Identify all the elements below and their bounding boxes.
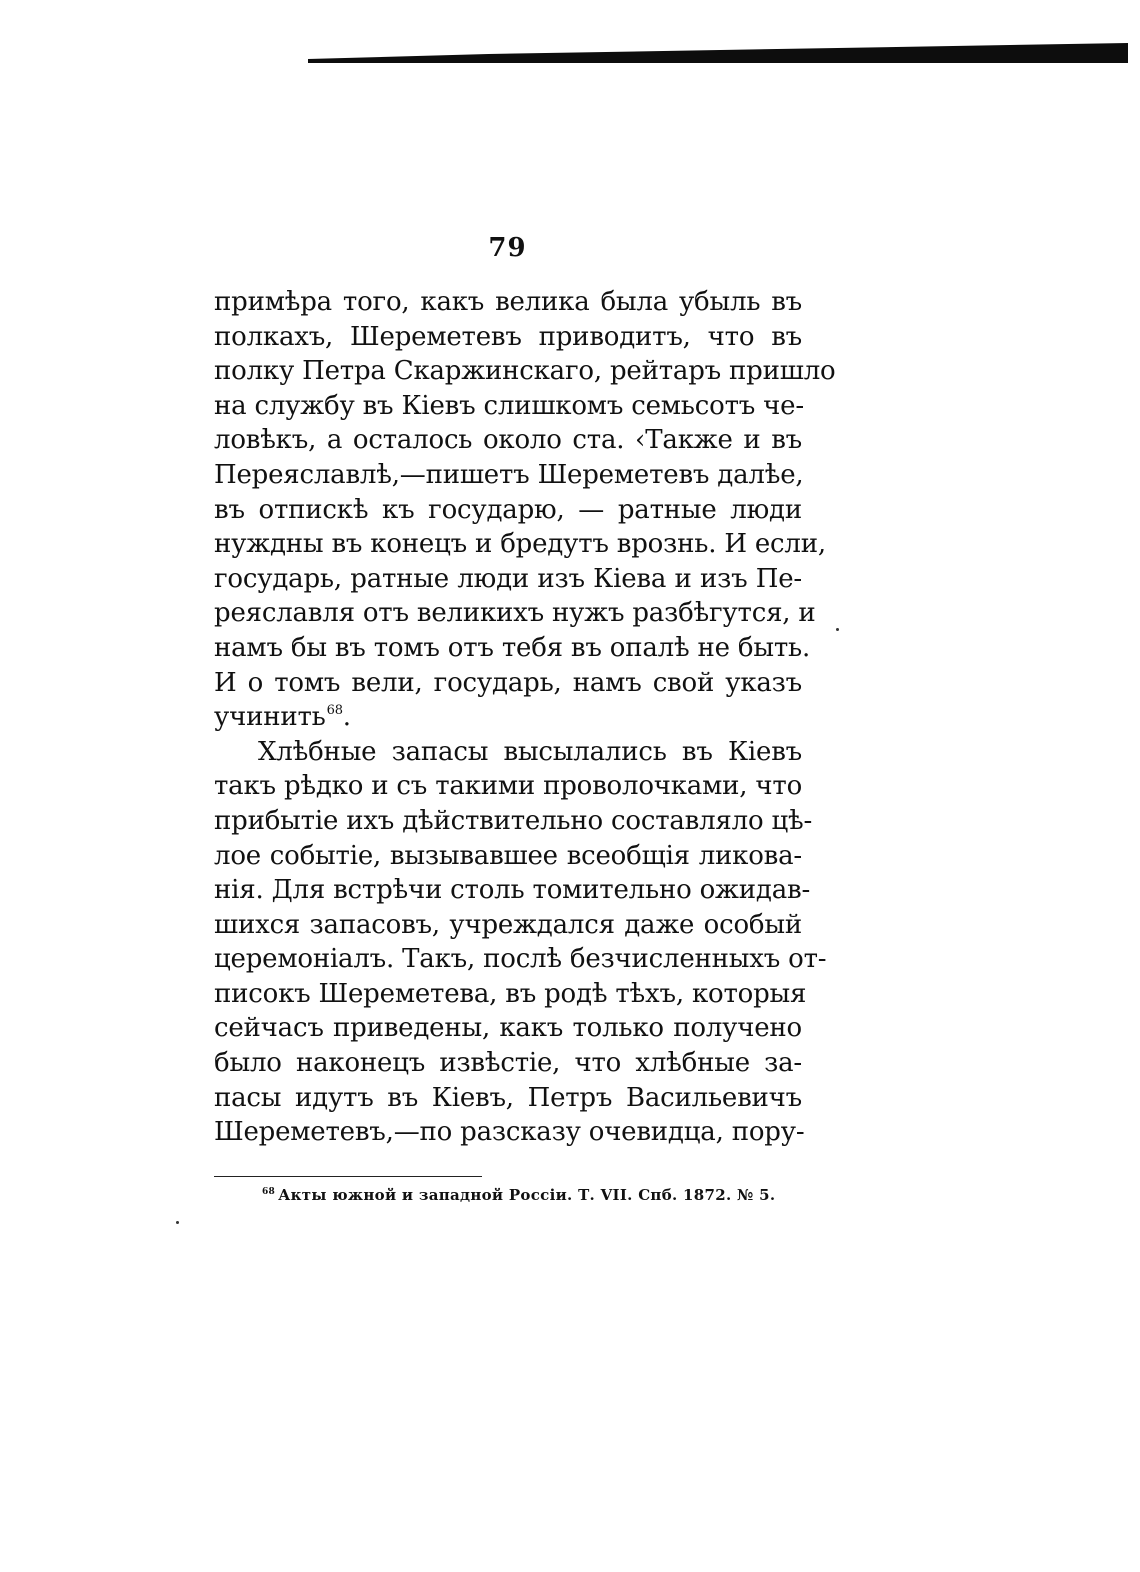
text-line: полку Петра Скаржинскаго, рейтаръ пришло	[214, 356, 836, 387]
page-number: 79	[488, 233, 527, 263]
text-line: Переяславлѣ,—пишетъ Шереметевъ далѣе,	[214, 459, 804, 490]
scan-speck	[836, 628, 839, 631]
text-line: пасы идутъ въ Кіевъ, Петръ Васильевичъ	[214, 1082, 802, 1113]
text-line: намъ бы въ томъ отъ тебя въ опалѣ не быть.	[214, 632, 811, 663]
footnote-divider	[214, 1176, 482, 1177]
text-fragment: учинить	[214, 702, 326, 733]
footnote-text: Акты южной и западной Россіи. Т. VII. Спб. 1872. № 5.	[278, 1186, 776, 1204]
text-line: такъ рѣдко и съ такими проволочками, что	[214, 771, 803, 802]
text-line: церемоніалъ. Такъ, послѣ безчисленныхъ от-	[214, 944, 827, 975]
text-line: Шереметевъ,—по разсказу очевидца, пору-	[214, 1117, 805, 1148]
text-line: нуждны въ конецъ и бредутъ врознь. И если,	[214, 529, 826, 560]
text-line: нія. Для встрѣчи столь томительно ожидав-	[214, 875, 811, 906]
text-line: шихся запасовъ, учреждался даже особый	[214, 909, 802, 940]
text-line: государь, ратные люди изъ Кіева и изъ Пе-	[214, 563, 802, 594]
scan-edge-bar	[308, 43, 1128, 63]
text-line: реяславля отъ великихъ нужъ разбѣгутся, и	[214, 598, 816, 629]
paragraph-start-line: Хлѣбные запасы высылались въ Кіевъ	[258, 736, 802, 767]
body-text	[214, 285, 836, 1150]
text-line: полкахъ, Шереметевъ приводитъ, что въ	[214, 321, 802, 352]
text-line: ловѣкъ, а осталось около ста. ‹Также и въ	[214, 425, 802, 456]
footnote-reference[interactable]: 68	[326, 703, 343, 719]
text-line: И о томъ вели, государь, намъ свой указъ	[214, 667, 802, 698]
text-line: было наконецъ извѣстіе, что хлѣбные за-	[214, 1048, 802, 1079]
text-line: прибытіе ихъ дѣйствительно составляло цѣ-	[214, 805, 813, 836]
text-line-with-footnote	[214, 700, 802, 735]
text-line: сейчасъ приведены, какъ только получено	[214, 1013, 802, 1044]
text-line: въ отпискѣ къ государю, — ратные люди	[214, 494, 802, 525]
text-line: писокъ Шереметева, въ родѣ тѣхъ, которыя	[214, 978, 807, 1009]
text-line: на службу въ Кіевъ слишкомъ семьсотъ че-	[214, 390, 804, 421]
scan-speck	[176, 1221, 179, 1224]
text-line: примѣра того, какъ велика была убыль въ	[214, 287, 802, 317]
footnote	[262, 1186, 775, 1204]
footnote-marker: 68	[262, 1187, 276, 1197]
text-line: лое событіе, вызывавшее всеобщія ликова-	[214, 840, 802, 871]
text-fragment: .	[342, 702, 351, 733]
